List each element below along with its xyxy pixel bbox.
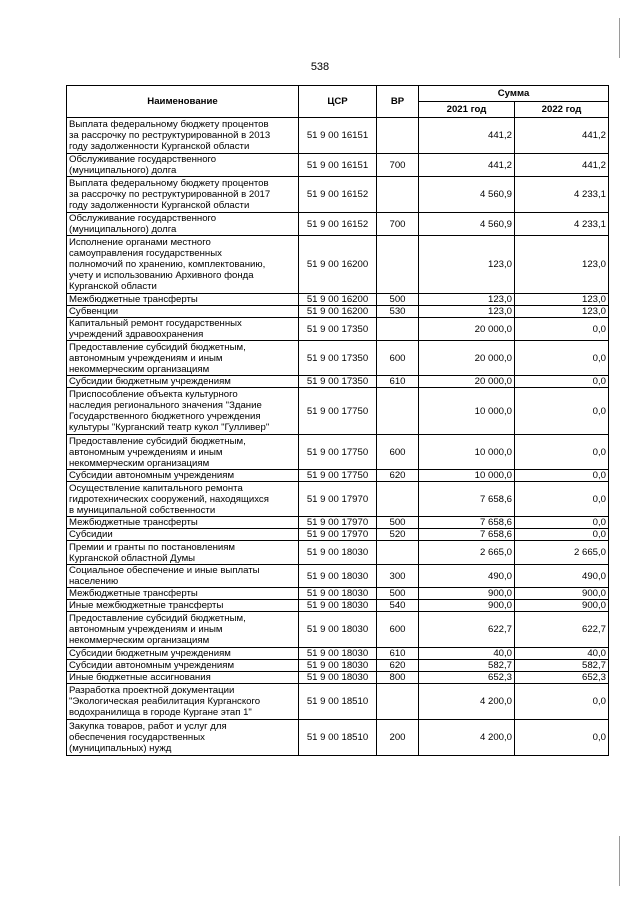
table-row	[67, 648, 609, 660]
row-name-cell: Закупка товаров, работ и услуг для обеспечения государственных (муниципальных) нужд	[67, 720, 299, 756]
row-vr-cell	[377, 482, 419, 517]
row-csr-cell: 51 9 00 18510	[299, 684, 377, 720]
row-sum-2022-cell: 900,0	[515, 600, 609, 612]
row-sum-2022-cell: 0,0	[515, 684, 609, 720]
row-sum-2021-cell: 10 000,0	[419, 470, 515, 482]
row-sum-2021-cell: 490,0	[419, 565, 515, 588]
table-row	[67, 154, 609, 177]
row-vr-cell: 600	[377, 341, 419, 376]
table-row	[67, 600, 609, 612]
table-row	[67, 341, 609, 376]
row-csr-cell: 51 9 00 18030	[299, 660, 377, 672]
row-name-cell: Предоставление субсидий бюджетным, автономным учреждениям и иным некоммерческим организациям	[67, 612, 299, 648]
table-row	[67, 318, 609, 341]
row-csr-cell: 51 9 00 18030	[299, 565, 377, 588]
row-csr-cell: 51 9 00 18030	[299, 588, 377, 600]
header-sum: Сумма	[419, 86, 609, 102]
row-name-cell: Межбюджетные трансферты	[67, 588, 299, 600]
header-year-2021: 2021 год	[419, 102, 515, 118]
row-sum-2022-cell: 0,0	[515, 388, 609, 435]
row-vr-cell: 620	[377, 470, 419, 482]
header-vr: ВР	[377, 86, 419, 118]
row-sum-2021-cell: 441,2	[419, 118, 515, 154]
row-sum-2022-cell: 4 233,1	[515, 213, 609, 236]
table-row	[67, 236, 609, 294]
table-row	[67, 672, 609, 684]
row-sum-2021-cell: 20 000,0	[419, 318, 515, 341]
row-vr-cell: 500	[377, 294, 419, 306]
row-sum-2022-cell: 0,0	[515, 318, 609, 341]
row-vr-cell: 600	[377, 612, 419, 648]
row-csr-cell: 51 9 00 16152	[299, 177, 377, 213]
row-sum-2021-cell: 7 658,6	[419, 482, 515, 517]
row-sum-2022-cell: 0,0	[515, 529, 609, 541]
row-name-cell: Субсидии автономным учреждениям	[67, 660, 299, 672]
row-csr-cell: 51 9 00 16151	[299, 118, 377, 154]
row-csr-cell: 51 9 00 17750	[299, 435, 377, 470]
row-sum-2022-cell: 0,0	[515, 470, 609, 482]
row-name-cell: Иные межбюджетные трансферты	[67, 600, 299, 612]
row-name-cell: Исполнение органами местного самоуправления государственных полномочий по хранению, комплектованию, учету и использованию Архивного фонда Курганской области	[67, 236, 299, 294]
margin-mark-bottom	[619, 836, 620, 886]
row-vr-cell: 800	[377, 672, 419, 684]
row-sum-2021-cell: 7 658,6	[419, 517, 515, 529]
row-sum-2021-cell: 4 200,0	[419, 684, 515, 720]
row-sum-2021-cell: 582,7	[419, 660, 515, 672]
row-name-cell: Выплата федеральному бюджету процентов за рассрочку по реструктурированной в 2017 году задолженности Курганской области	[67, 177, 299, 213]
row-csr-cell: 51 9 00 16151	[299, 154, 377, 177]
row-vr-cell	[377, 318, 419, 341]
row-name-cell: Субсидии	[67, 529, 299, 541]
row-vr-cell	[377, 236, 419, 294]
table-row	[67, 588, 609, 600]
row-name-cell: Межбюджетные трансферты	[67, 294, 299, 306]
row-csr-cell: 51 9 00 18030	[299, 672, 377, 684]
table-body	[67, 118, 609, 756]
row-csr-cell: 51 9 00 18030	[299, 541, 377, 565]
row-vr-cell: 530	[377, 306, 419, 318]
row-csr-cell: 51 9 00 18510	[299, 720, 377, 756]
table-row	[67, 612, 609, 648]
row-sum-2022-cell: 0,0	[515, 517, 609, 529]
row-vr-cell: 620	[377, 660, 419, 672]
row-vr-cell: 500	[377, 588, 419, 600]
row-csr-cell: 51 9 00 18030	[299, 612, 377, 648]
row-sum-2022-cell: 123,0	[515, 294, 609, 306]
table-row	[67, 517, 609, 529]
table-row	[67, 306, 609, 318]
row-sum-2022-cell: 0,0	[515, 341, 609, 376]
row-csr-cell: 51 9 00 16200	[299, 306, 377, 318]
row-name-cell: Премии и гранты по постановлениям Курганской областной Думы	[67, 541, 299, 565]
table-row	[67, 388, 609, 435]
row-vr-cell: 700	[377, 154, 419, 177]
row-name-cell: Предоставление субсидий бюджетным, автономным учреждениям и иным некоммерческим организациям	[67, 341, 299, 376]
row-csr-cell: 51 9 00 16200	[299, 236, 377, 294]
row-vr-cell	[377, 388, 419, 435]
row-sum-2021-cell: 622,7	[419, 612, 515, 648]
row-name-cell: Осуществление капитального ремонта гидротехнических сооружений, находящихся в муниципальной собственности	[67, 482, 299, 517]
row-sum-2021-cell: 20 000,0	[419, 341, 515, 376]
table-row	[67, 482, 609, 517]
table-row	[67, 529, 609, 541]
row-sum-2021-cell: 4 560,9	[419, 213, 515, 236]
row-name-cell: Обслуживание государственного (муниципального) долга	[67, 213, 299, 236]
row-csr-cell: 51 9 00 17350	[299, 376, 377, 388]
row-sum-2022-cell: 0,0	[515, 720, 609, 756]
row-name-cell: Иные бюджетные ассигнования	[67, 672, 299, 684]
row-sum-2022-cell: 0,0	[515, 482, 609, 517]
row-name-cell: Капитальный ремонт государственных учреждений здравоохранения	[67, 318, 299, 341]
row-sum-2022-cell: 123,0	[515, 236, 609, 294]
row-sum-2021-cell: 10 000,0	[419, 388, 515, 435]
table-row	[67, 660, 609, 672]
row-sum-2021-cell: 7 658,6	[419, 529, 515, 541]
table-row	[67, 720, 609, 756]
budget-table	[66, 85, 609, 756]
row-sum-2022-cell: 490,0	[515, 565, 609, 588]
row-vr-cell: 610	[377, 648, 419, 660]
header-name: Наименование	[67, 86, 299, 118]
row-name-cell: Субсидии бюджетным учреждениям	[67, 376, 299, 388]
table-row	[67, 294, 609, 306]
row-vr-cell: 700	[377, 213, 419, 236]
row-name-cell: Межбюджетные трансферты	[67, 517, 299, 529]
row-sum-2022-cell: 441,2	[515, 154, 609, 177]
table-row	[67, 118, 609, 154]
row-sum-2022-cell: 40,0	[515, 648, 609, 660]
row-name-cell: Субвенции	[67, 306, 299, 318]
row-sum-2022-cell: 123,0	[515, 306, 609, 318]
table-row	[67, 565, 609, 588]
header-csr: ЦСР	[299, 86, 377, 118]
table-row	[67, 470, 609, 482]
row-vr-cell: 200	[377, 720, 419, 756]
row-sum-2021-cell: 4 200,0	[419, 720, 515, 756]
row-sum-2021-cell: 123,0	[419, 294, 515, 306]
row-sum-2021-cell: 441,2	[419, 154, 515, 177]
row-csr-cell: 51 9 00 16152	[299, 213, 377, 236]
row-vr-cell: 600	[377, 435, 419, 470]
row-vr-cell: 610	[377, 376, 419, 388]
row-name-cell: Предоставление субсидий бюджетным, автономным учреждениям и иным некоммерческим организациям	[67, 435, 299, 470]
table-row	[67, 376, 609, 388]
row-sum-2022-cell: 582,7	[515, 660, 609, 672]
row-sum-2021-cell: 40,0	[419, 648, 515, 660]
row-sum-2022-cell: 622,7	[515, 612, 609, 648]
row-sum-2022-cell: 0,0	[515, 376, 609, 388]
table-row	[67, 213, 609, 236]
header-row-1	[67, 86, 609, 102]
row-csr-cell: 51 9 00 17750	[299, 470, 377, 482]
page-number: 538	[310, 61, 330, 73]
row-name-cell: Выплата федеральному бюджету процентов за рассрочку по реструктурированной в 2013 году задолженности Курганской области	[67, 118, 299, 154]
row-name-cell: Социальное обеспечение и иные выплаты населению	[67, 565, 299, 588]
row-name-cell: Обслуживание государственного (муниципального) долга	[67, 154, 299, 177]
row-csr-cell: 51 9 00 17970	[299, 517, 377, 529]
row-sum-2022-cell: 900,0	[515, 588, 609, 600]
row-sum-2021-cell: 123,0	[419, 236, 515, 294]
row-sum-2022-cell: 4 233,1	[515, 177, 609, 213]
row-vr-cell	[377, 684, 419, 720]
row-csr-cell: 51 9 00 17350	[299, 341, 377, 376]
row-sum-2021-cell: 900,0	[419, 600, 515, 612]
row-vr-cell: 540	[377, 600, 419, 612]
row-csr-cell: 51 9 00 17750	[299, 388, 377, 435]
header-year-2022: 2022 год	[515, 102, 609, 118]
row-sum-2022-cell: 0,0	[515, 435, 609, 470]
row-vr-cell: 500	[377, 517, 419, 529]
row-vr-cell: 520	[377, 529, 419, 541]
table-row	[67, 684, 609, 720]
row-sum-2021-cell: 10 000,0	[419, 435, 515, 470]
row-csr-cell: 51 9 00 17350	[299, 318, 377, 341]
margin-mark-top	[619, 18, 620, 58]
row-name-cell: Субсидии бюджетным учреждениям	[67, 648, 299, 660]
row-csr-cell: 51 9 00 17970	[299, 482, 377, 517]
row-sum-2021-cell: 900,0	[419, 588, 515, 600]
table-row	[67, 541, 609, 565]
row-vr-cell	[377, 177, 419, 213]
row-sum-2021-cell: 123,0	[419, 306, 515, 318]
row-csr-cell: 51 9 00 18030	[299, 600, 377, 612]
row-sum-2021-cell: 4 560,9	[419, 177, 515, 213]
row-sum-2021-cell: 20 000,0	[419, 376, 515, 388]
row-name-cell: Приспособление объекта культурного наследия регионального значения "Здание Государственного бюджетного учреждения культуры "Курганский театр кукол "Гулливер"	[67, 388, 299, 435]
row-csr-cell: 51 9 00 17970	[299, 529, 377, 541]
row-sum-2022-cell: 2 665,0	[515, 541, 609, 565]
row-sum-2022-cell: 441,2	[515, 118, 609, 154]
row-sum-2021-cell: 652,3	[419, 672, 515, 684]
table-row	[67, 177, 609, 213]
row-csr-cell: 51 9 00 16200	[299, 294, 377, 306]
row-vr-cell	[377, 541, 419, 565]
row-name-cell: Субсидии автономным учреждениям	[67, 470, 299, 482]
row-name-cell: Разработка проектной документации "Экологическая реабилитация Курганского водохранилища в городе Кургане этап 1"	[67, 684, 299, 720]
row-csr-cell: 51 9 00 18030	[299, 648, 377, 660]
row-sum-2022-cell: 652,3	[515, 672, 609, 684]
row-vr-cell: 300	[377, 565, 419, 588]
row-sum-2021-cell: 2 665,0	[419, 541, 515, 565]
table-row	[67, 435, 609, 470]
row-vr-cell	[377, 118, 419, 154]
